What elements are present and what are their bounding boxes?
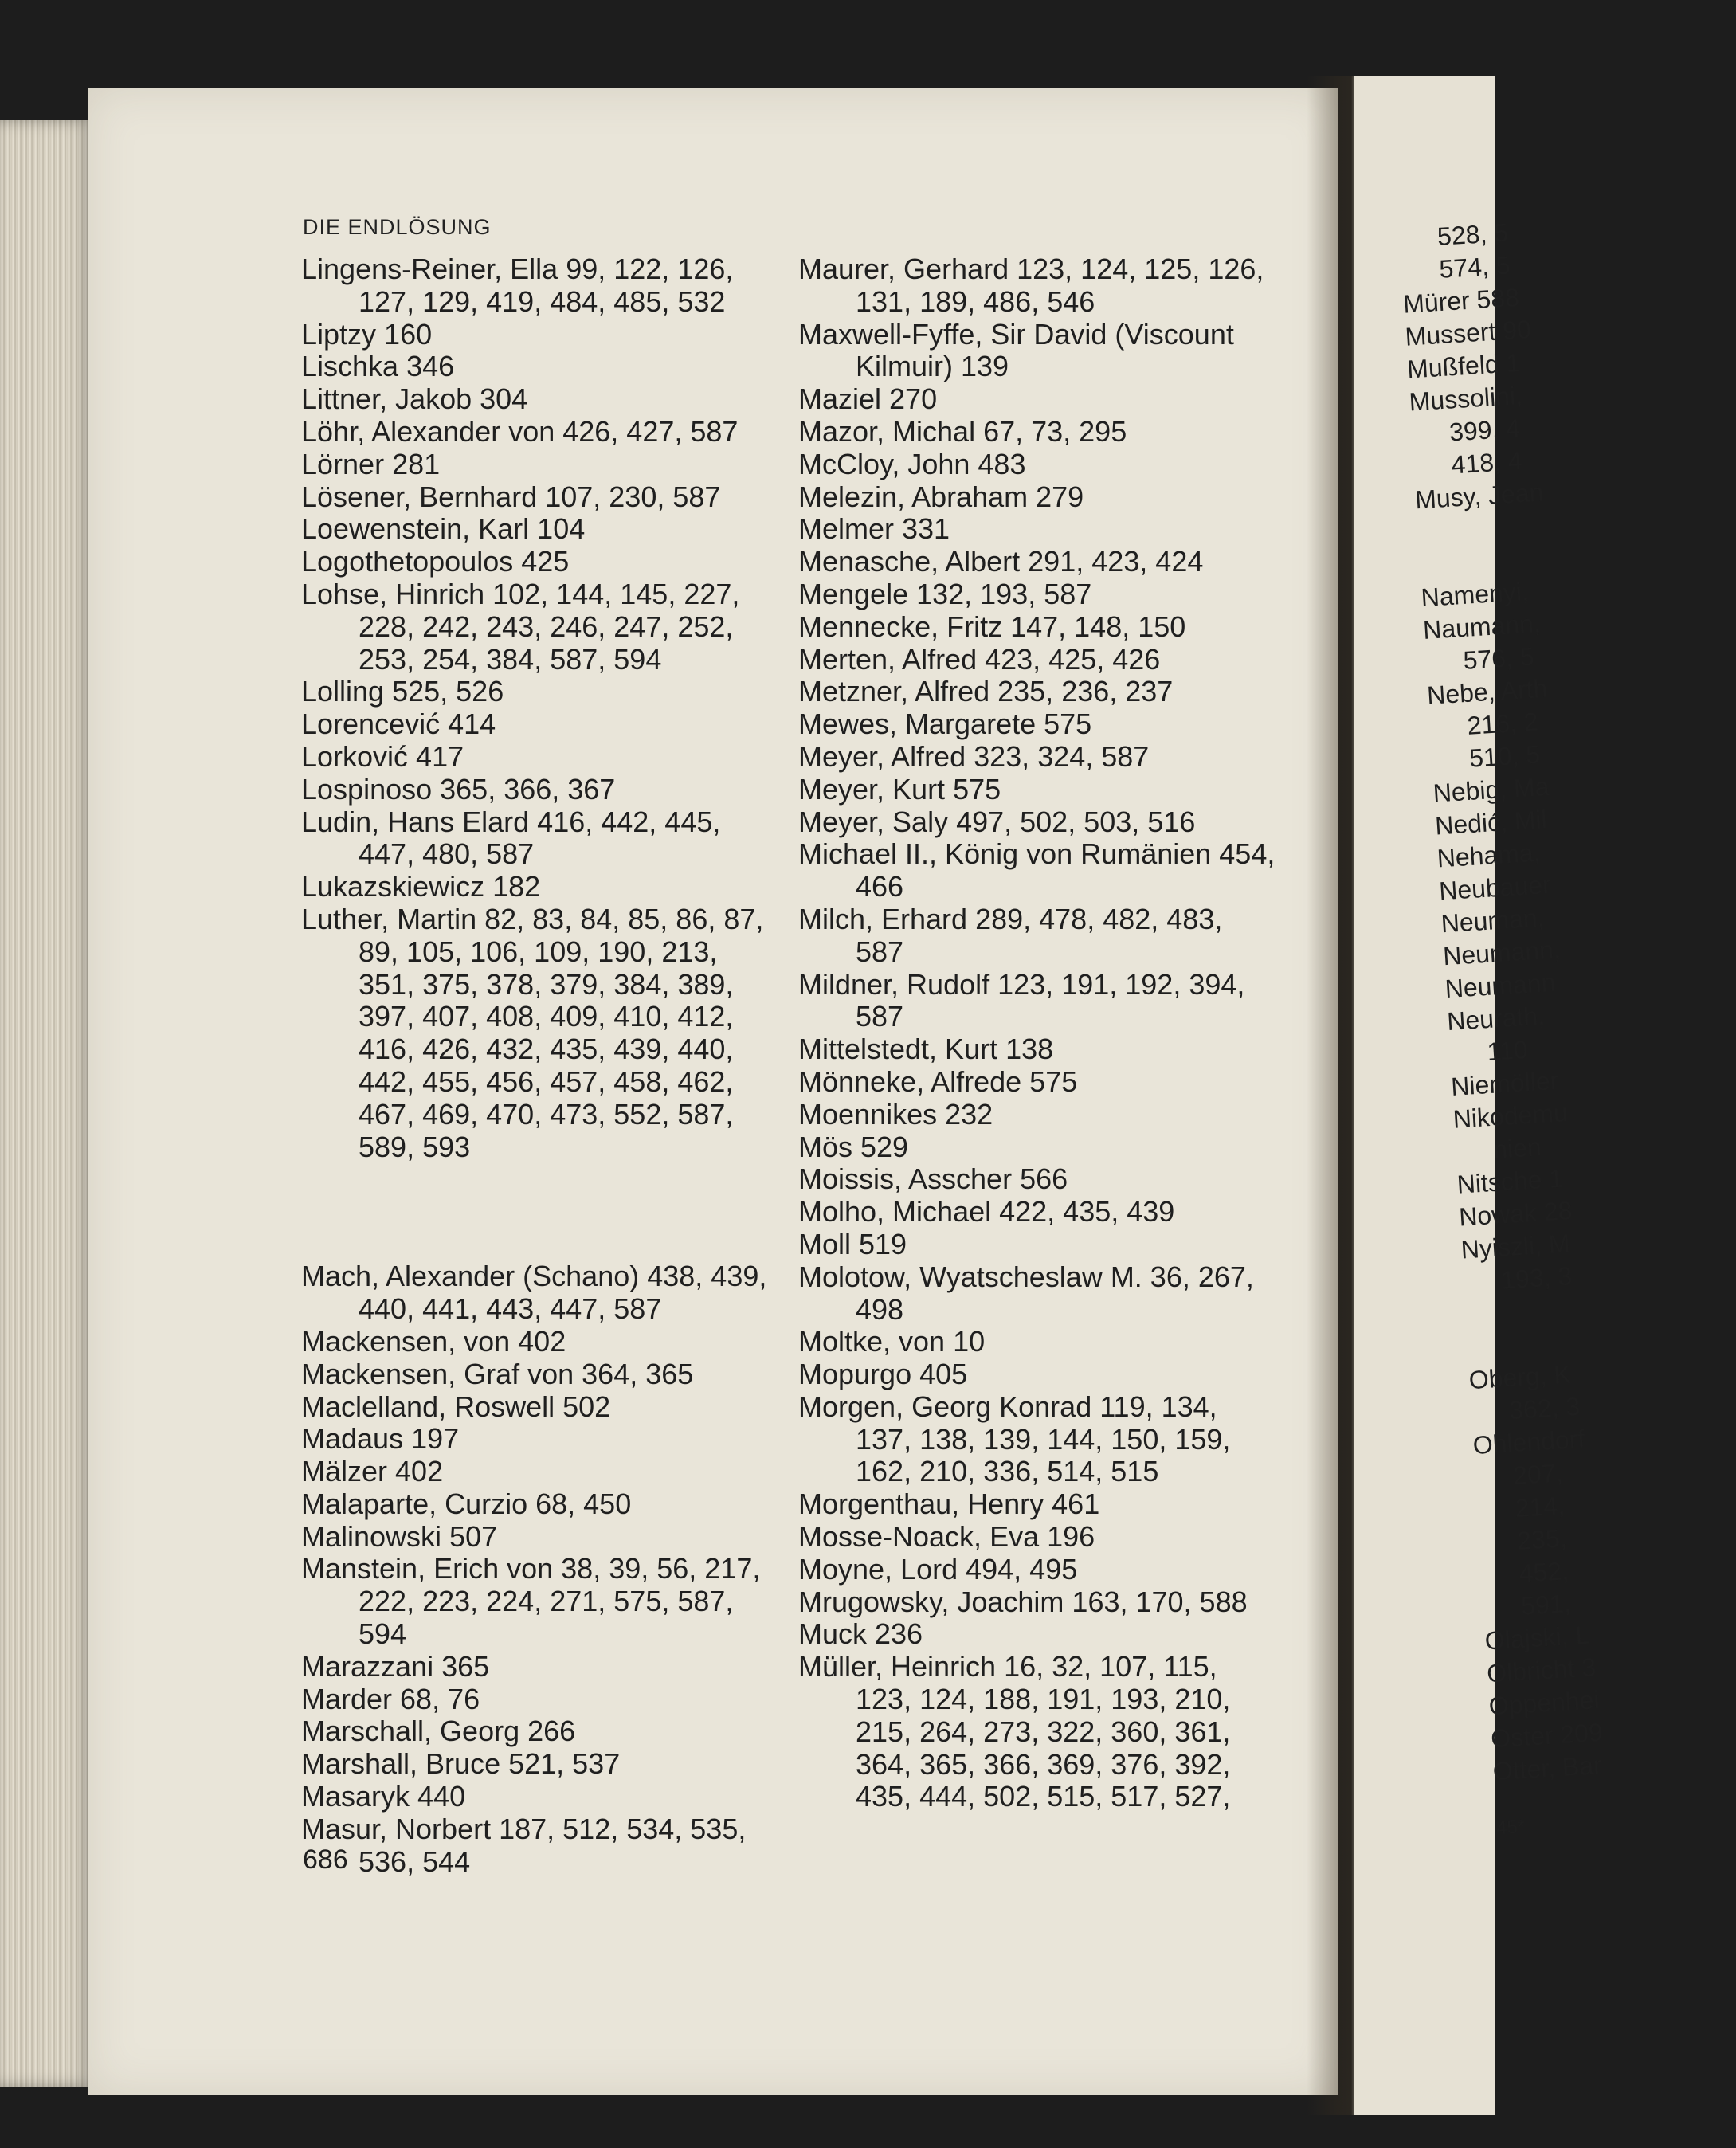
index-entry: Melezin, Abraham 279: [798, 480, 1084, 513]
index-entry: Lukazskiewicz 182: [301, 870, 541, 903]
index-entry: Lörner 281: [301, 447, 441, 480]
right-page-fragment: 216, 2: [1466, 707, 1539, 740]
right-page-fragment: 452,: [1518, 1556, 1570, 1588]
right-page-fragment: Nedić, Mil: [1434, 805, 1548, 841]
index-entry: Lorković 417: [301, 739, 464, 773]
index-entry: Molho, Michael 422, 435, 439: [798, 1195, 1175, 1229]
index-entry: Luther, Martin 82, 83, 84, 85, 86, 87, 89, 105, 106, 109, 190, 213, 351, 375, 378, 379, 384, 389, 397, 407, 408, 409, 410, 412, 416, 426, 432, 435, 439, 440, 442, 455, 456, 457, 458, 462, 467, 469, 470, 473, 552, 587, 589, 593: [301, 902, 764, 1163]
index-entry: Morgenthau, Henry 461: [798, 1488, 1100, 1521]
right-page-fragment: 110: [1486, 1035, 1529, 1067]
index-entry: Malinowski 507: [301, 1519, 498, 1553]
right-page-fragment: Naumann,: [1422, 609, 1542, 645]
index-entry: Moyne, Lord 494, 495: [798, 1552, 1078, 1586]
index-group-m-continued: [798, 253, 1276, 1813]
index-entry: Metzner, Alfred 235, 236, 237: [798, 675, 1174, 708]
index-entry: Moll 519: [798, 1227, 907, 1260]
right-page-fragment: 193, 3: [1500, 1261, 1573, 1295]
index-entry: Mackensen, von 402: [301, 1324, 566, 1358]
right-page-fragment: Olajski, L: [1483, 1620, 1591, 1656]
index-entry: Maziel 270: [798, 382, 938, 416]
right-page-fragment: Otter, Bar: [1491, 1750, 1603, 1786]
index-entry: Mazor, Michal 67, 73, 295: [798, 414, 1127, 448]
right-page-fragment: Nitsche 1: [1456, 1163, 1565, 1199]
right-page-fragment: Neubauer: [1438, 869, 1552, 906]
right-page-fragment: 214,: [1514, 1491, 1566, 1523]
right-page-fragment: Mussolini,: [1408, 380, 1523, 417]
right-page-fragment: Neuman,: [1440, 903, 1546, 939]
right-page-fragment: 510, 5: [1468, 739, 1542, 773]
index-entry: Moennikes 232: [798, 1097, 993, 1131]
index-entry: Manstein, Erich von 38, 39, 56, 217, 222, 223, 224, 271, 575, 587, 594: [301, 1552, 761, 1651]
index-entry: Mildner, Rudolf 123, 191, 192, 394, 587: [798, 967, 1245, 1033]
right-page-fragment: Neumann: [1444, 967, 1557, 1004]
right-page-fragment: Niemöller: [1450, 1065, 1560, 1101]
index-entry: Moissis, Asscher 566: [798, 1162, 1068, 1196]
right-page-fragment: 235,: [1516, 1523, 1568, 1555]
page-fore-edge: [0, 120, 94, 2087]
index-entry: Moltke, von 10: [798, 1325, 986, 1358]
running-head: DIE ENDLÖSUNG: [303, 215, 492, 239]
index-entry: Mönneke, Alfrede 575: [798, 1064, 1078, 1098]
right-page-fragment: Oberg, K: [1468, 1359, 1572, 1395]
right-page-fragment: Neumann,: [1442, 935, 1562, 971]
index-entry: Masur, Norbert 187, 512, 534, 535, 536, 544: [301, 1812, 747, 1878]
right-page-fragment: Nehama,: [1436, 837, 1542, 873]
right-page-fragment: 362, 3: [1508, 1391, 1581, 1425]
index-entry: Lospinoso 365, 366, 367: [301, 772, 616, 806]
index-entry: Menasche, Albert 291, 423, 424: [798, 545, 1204, 578]
right-page-fragment: 576, 5: [1462, 641, 1535, 676]
right-page-fragment: Nebig, Ma: [1432, 771, 1550, 808]
index-entry: Mach, Alexander (Schano) 438, 439, 440, 441, 443, 447, 587: [301, 1260, 767, 1326]
index-entry: Lohse, Hinrich 102, 144, 145, 227, 228, 242, 243, 246, 247, 252, 253, 254, 384, 587, 594: [301, 577, 740, 676]
right-page-fragment: 207,: [1512, 1458, 1564, 1491]
right-page-fragment: 591,: [1520, 1589, 1572, 1621]
index-entry: Marazzani 365: [301, 1649, 490, 1683]
right-page-fragment: Olbricht 3: [1486, 1652, 1597, 1688]
index-entry: Morgen, Georg Konrad 119, 134, 137, 138, 139, 144, 150, 159, 162, 210, 336, 514, 515: [798, 1390, 1231, 1488]
index-entry: Lischka 346: [301, 350, 455, 383]
index-entry: Löhr, Alexander von 426, 427, 587: [301, 414, 739, 448]
index-entry: Mewes, Margarete 575: [798, 708, 1092, 741]
index-entry: Melmer 331: [798, 512, 950, 546]
right-page-fragment: 528, 5: [1436, 218, 1510, 251]
index-entry: Malaparte, Curzio 68, 450: [301, 1487, 632, 1520]
right-page-fragment: Nikodemu: [1452, 1098, 1569, 1134]
index-entry: Masaryk 440: [301, 1780, 466, 1813]
index-entry: Marshall, Bruce 521, 537: [301, 1747, 621, 1781]
index-entry: Milch, Erhard 289, 478, 482, 483, 587: [798, 902, 1223, 968]
index-entry: Mopurgo 405: [798, 1358, 968, 1391]
index-column-right: [798, 253, 1276, 1813]
index-entry: Marder 68, 76: [301, 1682, 480, 1715]
index-entry: Liptzy 160: [301, 317, 433, 351]
right-page-fragment: Neurath,: [1446, 1001, 1546, 1037]
right-page-fragment: Ohlendorf: [1471, 1424, 1586, 1460]
index-entry: Muck 236: [798, 1617, 923, 1651]
index-entry: Marschall, Georg 266: [301, 1715, 576, 1748]
index-entry: Ludin, Hans Elard 416, 442, 445, 447, 480, 587: [301, 805, 721, 871]
right-page-fragment: 418, 4: [1450, 446, 1523, 480]
index-entry: Mittelstedt, Kurt 138: [798, 1033, 1054, 1066]
right-page-fragment: Oster 209: [1490, 1717, 1604, 1754]
index-entry: Logothetopoulos 425: [301, 545, 570, 578]
index-entry: Lolling 525, 526: [301, 675, 504, 708]
index-group-m: [301, 1260, 771, 1878]
index-entry: Lorencević 414: [301, 708, 496, 741]
index-column-left: [301, 253, 771, 1878]
index-entry: Loewenstein, Karl 104: [301, 512, 586, 546]
index-entry: Maclelland, Roswell 502: [301, 1390, 611, 1423]
index-entry: Mälzer 402: [301, 1455, 444, 1488]
right-page-fragment: 399, 4: [1448, 414, 1522, 447]
index-entry: Mös 529: [798, 1130, 909, 1163]
right-page-fragment: Namenyi,: [1420, 576, 1530, 613]
right-page-fragment: nien: [1492, 1132, 1542, 1164]
index-entry: Maxwell-Fyffe, Sir David (Viscount Kilmuir) 139: [798, 317, 1234, 383]
index-entry: Molotow, Wyatscheslaw M. 36, 267, 498: [798, 1260, 1254, 1326]
right-page-fragment: Nebe, Arth: [1426, 673, 1549, 710]
index-group-l: [301, 253, 771, 1163]
index-entry: Müller, Heinrich 16, 32, 107, 115, 123, 124, 188, 191, 193, 210, 215, 264, 273, 322, 360, 361, 364, 365, 366, 369, 376, 392, 435, 444, 502, 515, 517, 527,: [798, 1650, 1231, 1813]
index-entry: Michael II., König von Rumänien 454, 466: [798, 837, 1276, 903]
index-entry: Lösener, Bernhard 107, 230, 587: [301, 480, 721, 513]
right-page-fragment: Oppenhei: [1487, 1685, 1601, 1721]
right-page-fragment: Nyiszli, M: [1460, 1229, 1571, 1264]
index-entry: Mrugowsky, Joachim 163, 170, 588: [798, 1585, 1248, 1618]
index-entry: Mosse-Noack, Eva 196: [798, 1520, 1095, 1554]
right-page-fragment: Mussert 90: [1404, 315, 1532, 351]
right-page-fragment: 574, 5: [1438, 250, 1511, 284]
index-entry: Lingens-Reiner, Ella 99, 122, 126, 127, 129, 419, 484, 485, 532: [301, 253, 734, 318]
right-page-signature-mark: 45*: [1495, 1816, 1526, 1840]
right-page-fragment: Nowak 28: [1458, 1196, 1573, 1232]
index-entry: Mengele 132, 193, 587: [798, 577, 1092, 610]
index-entry: Mackensen, Graf von 364, 365: [301, 1357, 694, 1390]
page-number: 686: [303, 1844, 348, 1875]
index-entry: Mennecke, Fritz 147, 148, 150: [798, 610, 1186, 643]
index-entry: Maurer, Gerhard 123, 124, 125, 126, 131, 189, 486, 546: [798, 253, 1264, 318]
index-entry: Meyer, Alfred 323, 324, 587: [798, 739, 1150, 773]
index-entry: Meyer, Kurt 575: [798, 772, 1001, 806]
index-entry: Littner, Jakob 304: [301, 382, 528, 416]
index-entry: Meyer, Saly 497, 502, 503, 516: [798, 805, 1196, 838]
right-page-fragment: Mußfeld 1: [1406, 348, 1522, 384]
right-page-fragment: Musy, Jean: [1414, 477, 1545, 515]
right-page-fragment: Mürer 588: [1402, 282, 1520, 319]
index-entry: McCloy, John 483: [798, 447, 1026, 480]
index-entry: Merten, Alfred 423, 425, 426: [798, 642, 1161, 676]
letter-gap: [301, 1163, 771, 1260]
index-entry: Madaus 197: [301, 1422, 460, 1456]
